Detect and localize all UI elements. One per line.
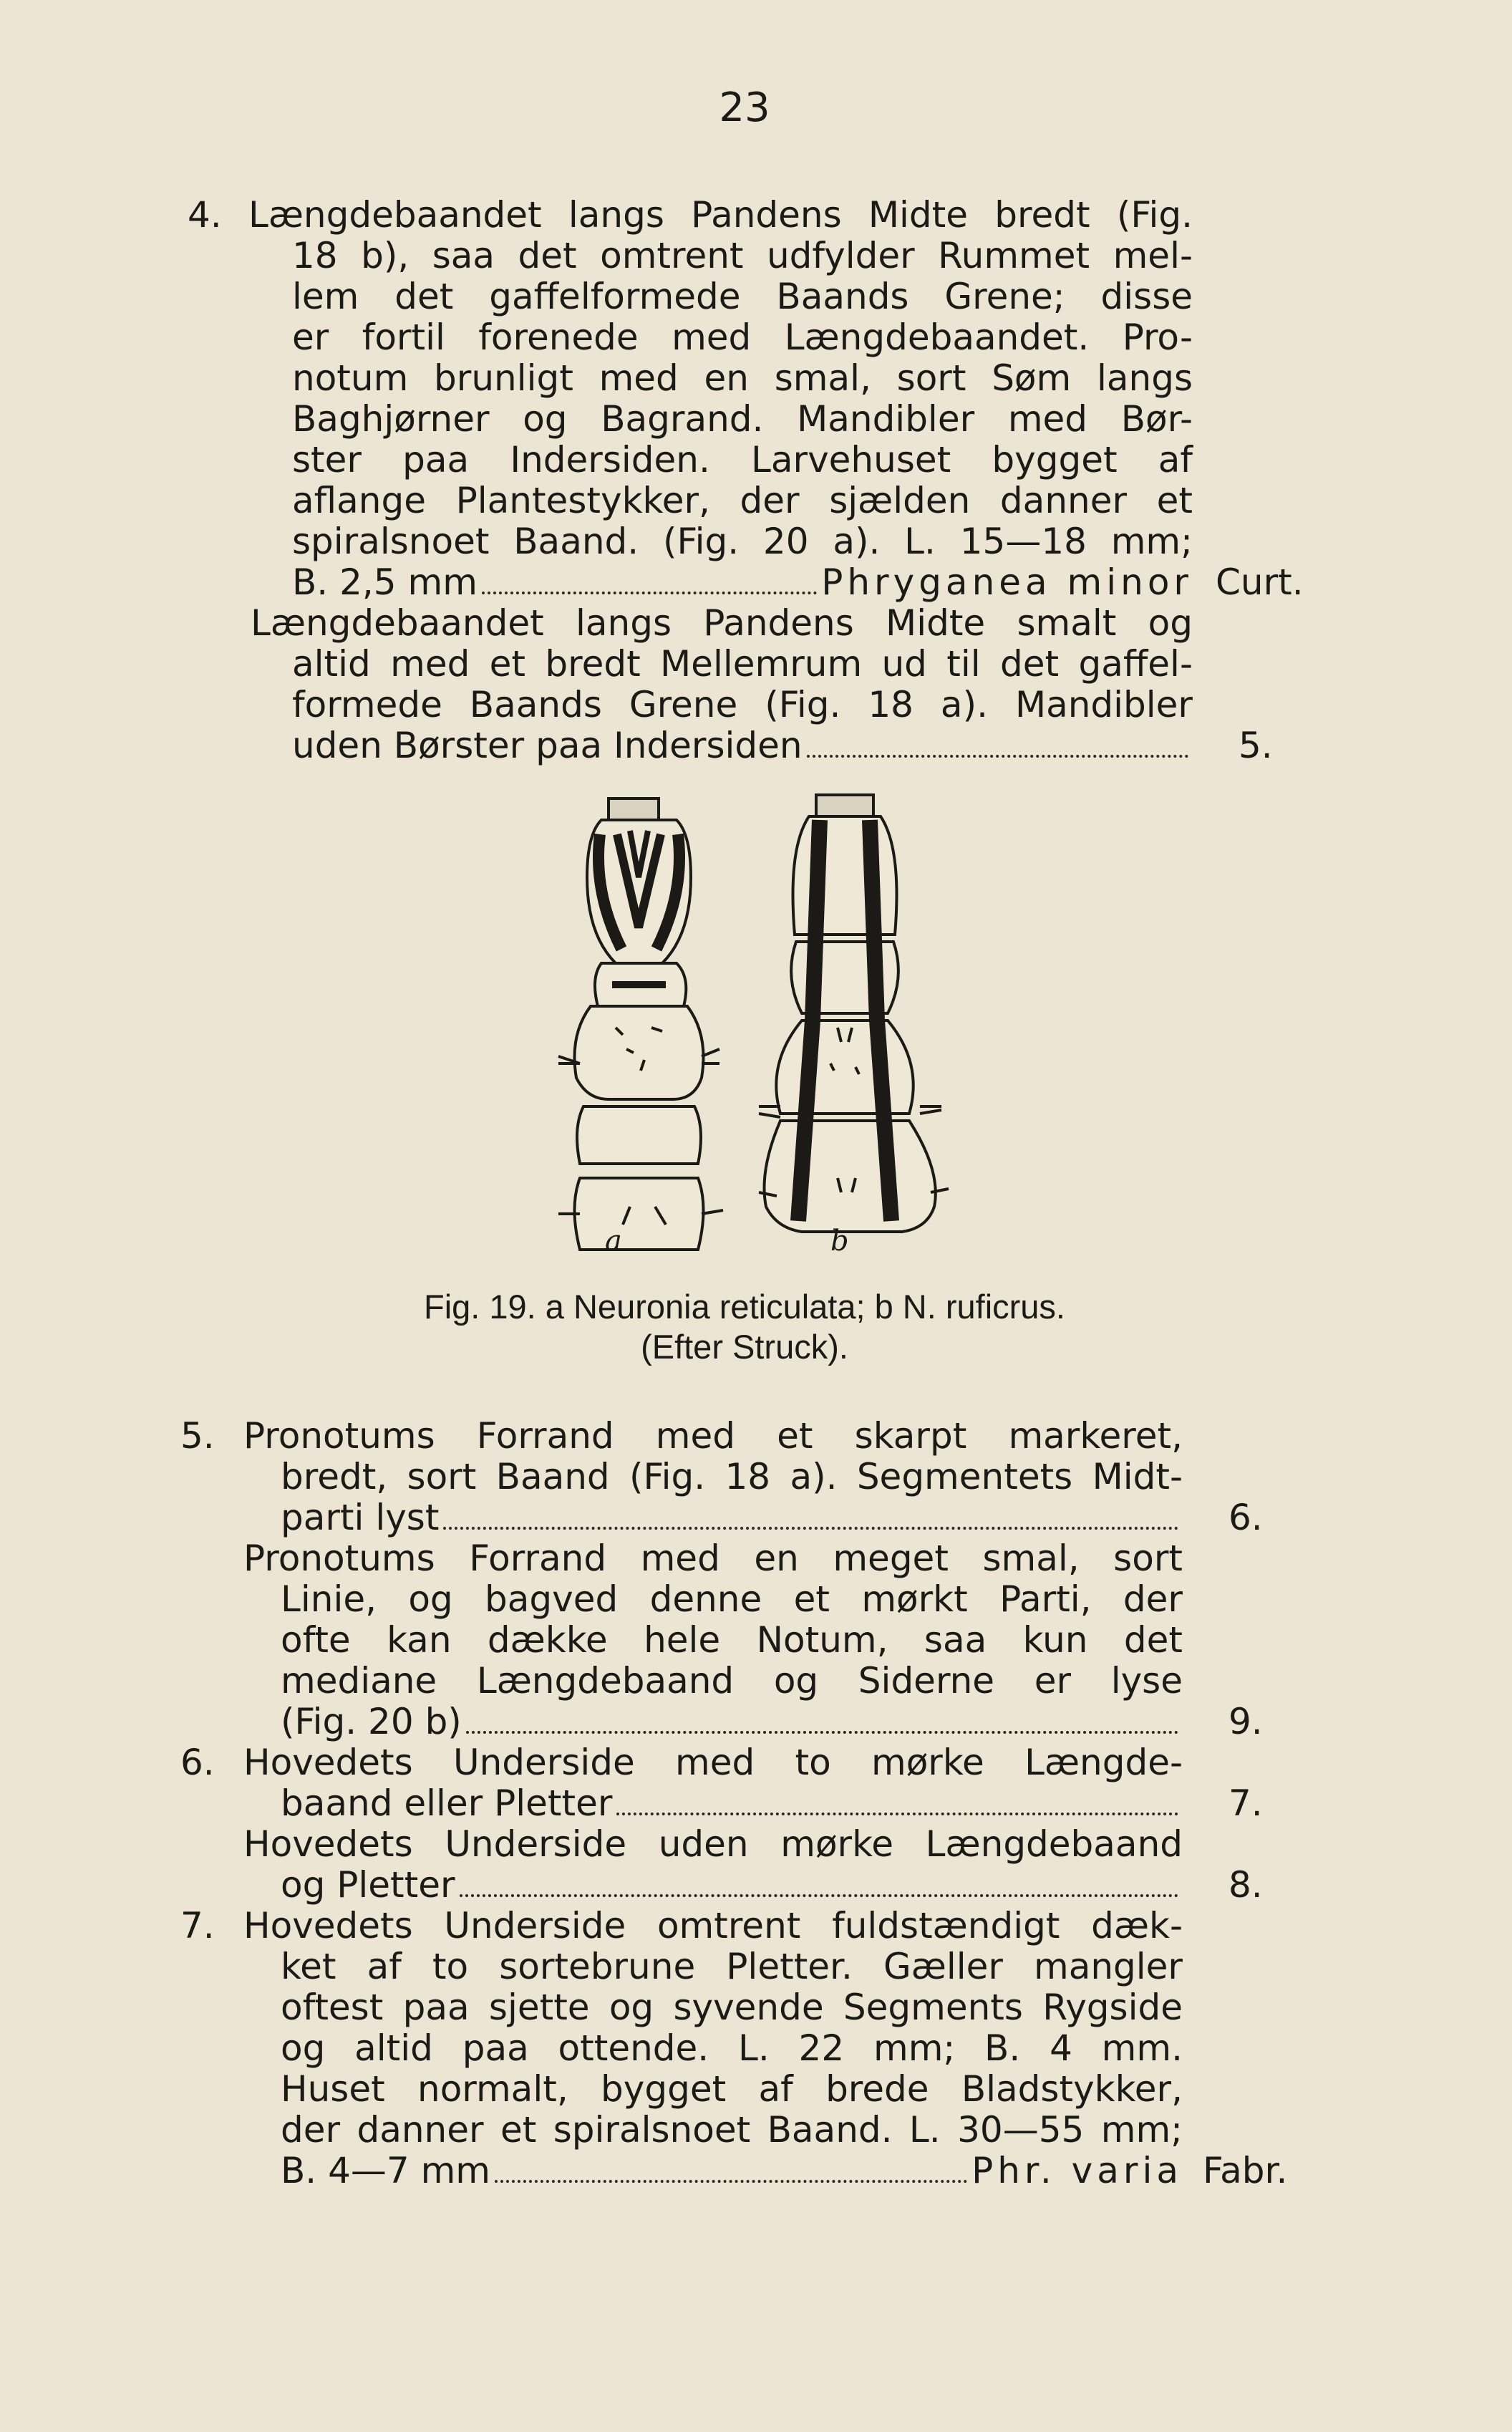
text-line: Huset normalt, bygget af brede Bladstykker, xyxy=(281,2068,1183,2110)
couplet-reference: 8. xyxy=(1228,1864,1263,1906)
key-lead-line xyxy=(281,1702,1183,1742)
text-line: bredt, sort Baand (Fig. 18 a). Segmentets Midt- xyxy=(281,1456,1183,1497)
text-line: mediane Længdebaand og Siderne er lyse xyxy=(281,1660,1183,1702)
lead-text: B. 4—7 mm xyxy=(281,2150,491,2191)
text-line: oftest paa sjette og syvende Segments Rygside xyxy=(281,1987,1183,2028)
species-name: Phryganea minor xyxy=(821,561,1193,603)
couplet-reference: 7. xyxy=(1228,1782,1263,1824)
couplet-reference: 5. xyxy=(1239,725,1273,766)
figure-label-a: a xyxy=(605,1225,622,1258)
couplet-number: 7. xyxy=(180,1905,215,1946)
text-line: Hovedets Underside med to mørke Længde- xyxy=(243,1742,1183,1783)
text-line: aflange Plantestykker, der sjælden danner et xyxy=(292,480,1193,521)
leader-dots xyxy=(495,2180,967,2183)
text-line: formede Baands Grene (Fig. 18 a). Mandibler xyxy=(292,684,1193,725)
text-line: spiralsnoet Baand. (Fig. 20 a). L. 15—18 mm; xyxy=(292,521,1193,562)
key-lead-line xyxy=(281,1497,1183,1538)
couplet-reference: 6. xyxy=(1228,1497,1263,1538)
key-lead-line xyxy=(292,562,1193,603)
leader-dots xyxy=(482,592,817,594)
lead-text: (Fig. 20 b) xyxy=(281,1701,462,1742)
lead-text: parti lyst xyxy=(281,1497,440,1538)
figure-caption: Fig. 19. a Neuronia reticulata; b N. ruficrus. xyxy=(423,1288,1065,1326)
couplet-number: 6. xyxy=(180,1742,215,1783)
couplet-reference: 9. xyxy=(1228,1701,1263,1742)
text-line: Baghjørner og Bagrand. Mandibler med Bør- xyxy=(292,398,1193,440)
species-author: Curt. xyxy=(1216,561,1304,603)
text-line: er fortil forenede med Længdebaandet. Pro- xyxy=(292,317,1193,358)
larva-b-drawing xyxy=(759,795,949,1232)
text-line: Linie, og bagved denne et mørkt Parti, der xyxy=(281,1578,1183,1620)
leader-dots xyxy=(616,1813,1178,1815)
text-line: der danner et spiralsnoet Baand. L. 30—55 mm; xyxy=(281,2109,1183,2151)
text-line: Hovedets Underside omtrent fuldstændigt dæk- xyxy=(243,1905,1183,1946)
larva-a-drawing xyxy=(558,798,723,1250)
species-name: Phr. varia xyxy=(971,2150,1183,2191)
figure-label-b: b xyxy=(830,1225,849,1258)
key-lead-line xyxy=(281,1865,1183,1906)
species-author: Fabr. xyxy=(1203,2150,1288,2191)
leader-dots xyxy=(443,1527,1178,1530)
text-line: ket af to sortebrune Pletter. Gæller mangler xyxy=(281,1946,1183,1987)
text-line: Længdebaandet langs Pandens Midte smalt og xyxy=(251,602,1193,644)
lead-text: baand eller Pletter xyxy=(281,1782,613,1824)
leader-dots xyxy=(466,1731,1178,1734)
text-line: notum brunligt med en smal, sort Søm langs xyxy=(292,357,1193,399)
lead-text: uden Børster paa Indersiden xyxy=(292,725,803,766)
text-line: 4. Længdebaandet langs Pandens Midte bredt (Fig. xyxy=(188,194,1193,236)
couplet-number: 5. xyxy=(180,1415,215,1457)
text-line: ofte kan dække hele Notum, saa kun det xyxy=(281,1619,1183,1661)
text-line: ster paa Indersiden. Larvehuset bygget af xyxy=(292,439,1193,481)
text-line: Pronotums Forrand med en meget smal, sort xyxy=(243,1538,1183,1579)
lead-text: B. 2,5 mm xyxy=(292,561,478,603)
text-line: lem det gaffelformede Baands Grene; disse xyxy=(292,276,1193,317)
text-line: og altid paa ottende. L. 22 mm; B. 4 mm. xyxy=(281,2027,1183,2069)
leader-dots xyxy=(807,755,1188,758)
text-line: altid med et bredt Mellemrum ud til det gaffel- xyxy=(292,643,1193,685)
key-lead-line xyxy=(281,2151,1183,2191)
text-line: 18 b), saa det omtrent udfylder Rummet mel- xyxy=(292,235,1193,276)
figure-caption-source: (Efter Struck). xyxy=(641,1328,848,1366)
text-line: Pronotums Forrand med et skarpt markeret, xyxy=(243,1415,1183,1457)
lead-text: og Pletter xyxy=(281,1864,455,1906)
key-lead-line xyxy=(292,725,1193,766)
figure-19-illustration xyxy=(530,791,974,1278)
page-number: 23 xyxy=(719,85,770,131)
leader-dots xyxy=(460,1894,1178,1897)
text-line: Hovedets Underside uden mørke Længdebaand xyxy=(243,1823,1183,1865)
key-lead-line xyxy=(281,1783,1183,1824)
